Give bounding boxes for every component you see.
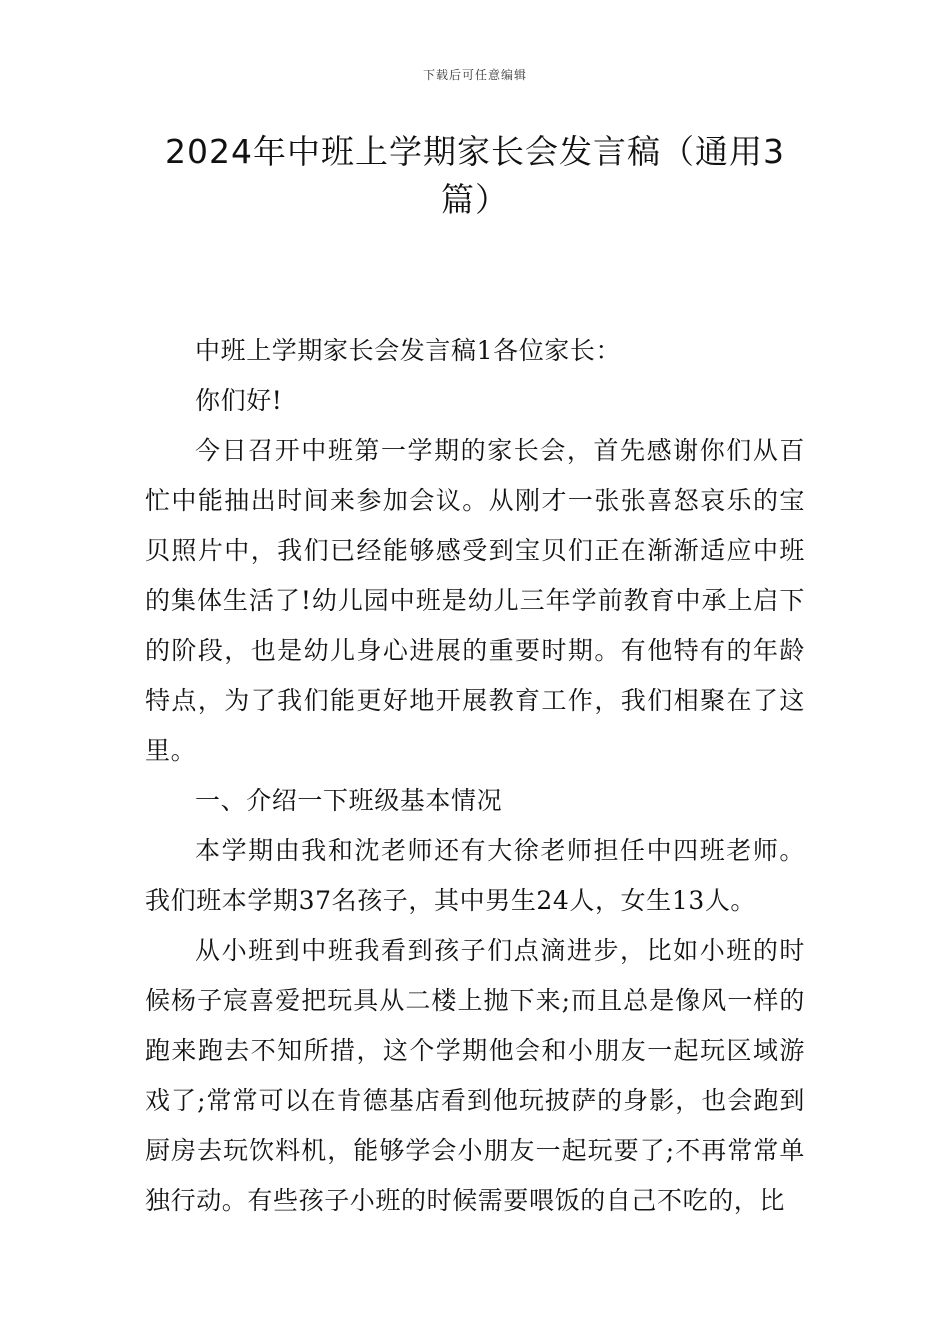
document-body — [145, 326, 805, 1226]
header-note: 下载后可任意编辑 — [422, 68, 527, 82]
section-heading-class-info: 一、介绍一下班级基本情况 — [195, 786, 503, 815]
paragraph-hello: 你们好! — [195, 386, 283, 415]
document-title: 2024年中班上学期家长会发言稿（通用3篇） — [165, 132, 785, 219]
paragraph-greeting-line: 中班上学期家长会发言稿1各位家长： — [195, 336, 622, 365]
paragraph-progress: 从小班到中班我看到孩子们点滴进步，比如小班的时候杨子宸喜爱把玩具从二楼上抛下来;而且总是像风一样的跑来跑去不知所措，这个学期他会和小朋友一起玩区域游戏了;常常可以在肯德基店看到他玩披萨的身影，也会跑到厨房去玩饮料机，能够学会小朋友一起玩要了;不再常常单独行动。有些孩子小班的时候需要喂饭的自己不吃的，比 — [145, 936, 805, 1215]
paragraph-class-info: 本学期由我和沈老师还有大徐老师担任中四班老师。我们班本学期37名孩子，其中男生24人，女生13人。 — [145, 836, 805, 915]
paragraph-opening: 今日召开中班第一学期的家长会，首先感谢你们从百忙中能抽出时间来参加会议。从刚才一张张喜怒哀乐的宝贝照片中，我们已经能够感受到宝贝们正在渐渐适应中班的集体生活了!幼儿园中班是幼儿三年学前教育中承上启下的阶段，也是幼儿身心进展的重要时期。有他特有的年龄特点，为了我们能更好地开展教育工作，我们相聚在了这里。 — [145, 436, 805, 765]
